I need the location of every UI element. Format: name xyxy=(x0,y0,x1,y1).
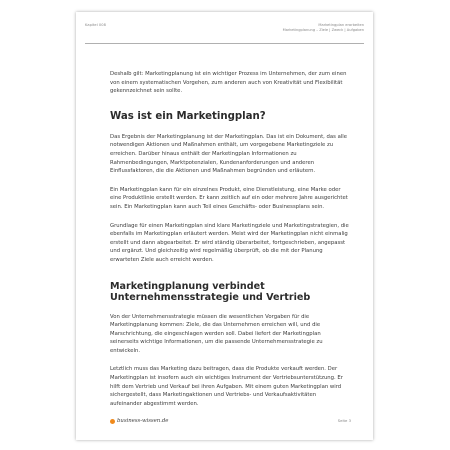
header-title xyxy=(283,23,364,33)
intro-paragraph: Deshalb gilt: Marketingplanung ist ein wichtiger Prozess im Unternehmen, der zum einen von einem systematischen Vorgehen, zum anderen auch von Kreativität und Flexibilität gekennzeichnet sein sollte. xyxy=(110,71,347,95)
brand-logo xyxy=(110,418,168,424)
logo-dot-icon xyxy=(110,419,115,424)
page-content xyxy=(110,70,349,418)
section2-paragraph-2: Letztlich muss das Marketing dazu beitragen, dass die Produkte verkauft werden. Der Marketingplan ist insofern auch ein wichtiges Instrument der Vertriebsunterstützung. Er hilft dem Vertrieb und Verkauf bei ihren Aufgaben. Mit einem guten Marketingplan wird sichergestellt, dass Marketingaktionen und Vertriebs- und Verkaufsaktivitäten aufeinander abgestimmt werden. xyxy=(110,366,343,407)
section2-heading-line1: Marketingplanung verbindet xyxy=(110,280,265,292)
section2-heading xyxy=(110,281,349,304)
header-title-line2: Marketingplanung – Ziele | Zweck | Aufgaben xyxy=(282,28,364,32)
logo-text: business-wissen.de xyxy=(117,418,169,424)
header-title-line1: Marketingplan erarbeiten xyxy=(318,23,364,27)
page-header xyxy=(85,21,364,44)
section1-paragraph-1: Das Ergebnis der Marketingplanung ist der Marketingplan. Das ist ein Dokument, das alle notwendigen Aktionen und Maßnahmen enthält, um vorgegebene Marketingziele zu erreichen. Darüber hinaus enthält der Marketingplan Informationen zu Rahmenbedingungen, Marktpotenzialen, Kundenanforderungen und anderen Einflussfaktoren, die die Aktionen und Maßnahmen begründen und erläutern. xyxy=(110,133,348,175)
section1-paragraph-2: Ein Marketingplan kann für ein einzelnes Produkt, eine Dienstleistung, eine Marke oder eine Produktlinie erstellt werden. Er kann zeitlich auf ein oder mehrere Jahre ausgerichtet sein. Ein Marketingplan kann auch Teil eines Geschäfts- oder Businessplans sein. xyxy=(110,186,348,210)
page-number: Seite 3 xyxy=(337,418,351,423)
chapter-label: Kapitel 008 xyxy=(85,23,106,27)
section2-paragraph-1: Von der Unternehmensstrategie müssen die wesentlichen Vorgaben für die Marketingplanung kommen: Ziele, die das Unternehmen erreichen will, und die Marschrichtung, die eingeschlagen werden soll. Dabei liefert der Marketingplan seinerseits wichtige Informationen, um die passende Unternehmensstrategie zu entwickeln. xyxy=(110,313,323,354)
section1-heading: Was ist ein Marketingplan? xyxy=(110,110,266,122)
document-page xyxy=(76,12,373,440)
section2-heading-line2: Unternehmensstrategie und Vertrieb xyxy=(110,292,311,303)
page-footer xyxy=(85,416,364,430)
section1-paragraph-3: Grundlage für einen Marketingplan sind klare Marketingziele und Marketingstrategien, die ebenfalls im Marketingplan erläutert werden. Meist wird der Marketingplan nicht einmalig erstellt und dann abgearbeitet. Er wird ständig überarbeitet, fortgeschrieben, angepasst und ergänzt. Und gleichzeitig wird regelmäßig überprüft, ob die mit der Planung erwarteten Ziele auch erreicht werden. xyxy=(110,222,349,263)
